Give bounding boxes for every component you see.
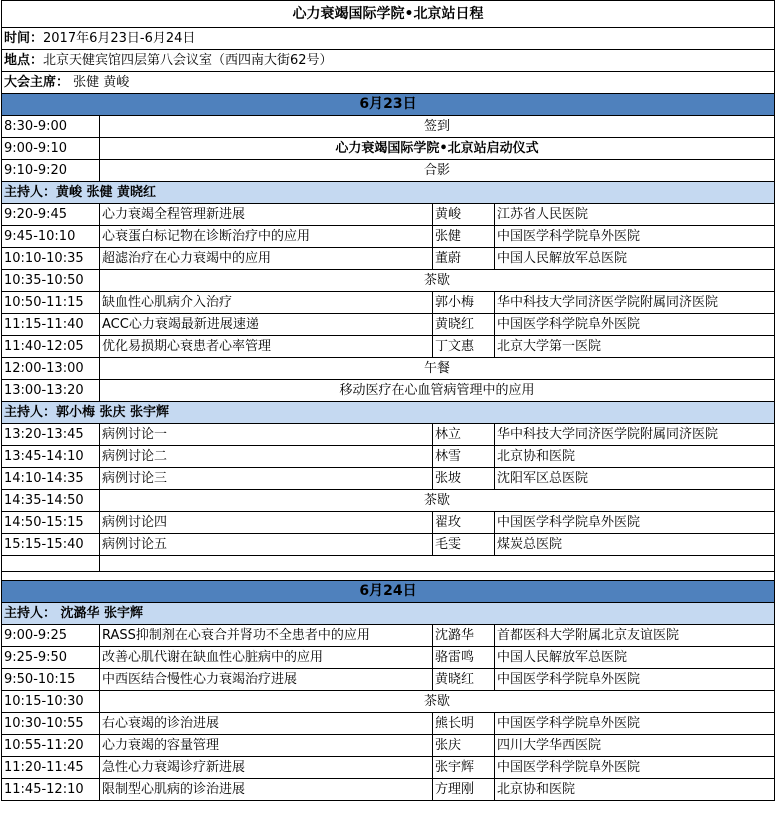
topic-cell: 病例讨论一 <box>100 424 433 446</box>
time-cell: 10:30-10:55 <box>2 713 100 735</box>
chair-label: 大会主席： <box>4 75 70 90</box>
speaker-cell: 郭小梅 <box>433 292 495 314</box>
time-cell: 12:00-13:00 <box>2 358 100 380</box>
hospital-cell: 中国医学科学院阜外医院 <box>495 226 775 248</box>
topic-cell: 心力衰竭全程管理新进展 <box>100 204 433 226</box>
event-cell: 签到 <box>100 116 775 138</box>
time-cell: 11:40-12:05 <box>2 336 100 358</box>
topic-cell: ACC心力衰竭最新进展速递 <box>100 314 433 336</box>
time-cell: 10:35-10:50 <box>2 270 100 292</box>
speaker-cell: 丁文惠 <box>433 336 495 358</box>
chair-row <box>2 72 775 94</box>
topic-cell: 缺血性心肌病介入治疗 <box>100 292 433 314</box>
hospital-cell: 煤炭总医院 <box>495 534 775 556</box>
time-cell: 14:10-14:35 <box>2 468 100 490</box>
time-cell: 11:15-11:40 <box>2 314 100 336</box>
time-cell: 13:00-13:20 <box>2 380 100 402</box>
time-cell: 13:45-14:10 <box>2 446 100 468</box>
speaker-cell: 黄晓红 <box>433 314 495 336</box>
time-cell: 9:00-9:25 <box>2 625 100 647</box>
hospital-cell: 中国医学科学院阜外医院 <box>495 512 775 534</box>
hospital-cell: 四川大学华西医院 <box>495 735 775 757</box>
talk-row <box>2 424 775 446</box>
talk-row <box>2 446 775 468</box>
day-header-row <box>2 581 775 603</box>
host-label: 主持人：黄峻 张健 黄晓红 <box>2 182 775 204</box>
hospital-cell: 中国人民解放军总医院 <box>495 248 775 270</box>
talk-row <box>2 669 775 691</box>
topic-cell: 急性心力衰竭诊疗新进展 <box>100 757 433 779</box>
time-cell: 9:45-10:10 <box>2 226 100 248</box>
event-row <box>2 116 775 138</box>
time-cell: 9:20-9:45 <box>2 204 100 226</box>
time-cell: 14:35-14:50 <box>2 490 100 512</box>
hospital-cell: 华中科技大学同济医学院附属同济医院 <box>495 424 775 446</box>
time-label: 时间： <box>4 31 44 46</box>
speaker-cell: 骆雷鸣 <box>433 647 495 669</box>
day-header: 6月24日 <box>2 581 775 603</box>
event-cell: 茶歇 <box>100 691 775 713</box>
time-row <box>2 28 775 50</box>
hospital-cell: 中国医学科学院阜外医院 <box>495 713 775 735</box>
talk-row <box>2 204 775 226</box>
topic-cell: 超滤治疗在心力衰竭中的应用 <box>100 248 433 270</box>
topic-cell: 优化易损期心衰患者心率管理 <box>100 336 433 358</box>
speaker-cell: 张庆 <box>433 735 495 757</box>
talk-row <box>2 534 775 556</box>
time-cell: 11:45-12:10 <box>2 779 100 801</box>
hospital-cell: 中国医学科学院阜外医院 <box>495 314 775 336</box>
topic-cell: 改善心肌代谢在缺血性心脏病中的应用 <box>100 647 433 669</box>
host-label: 主持人： 沈潞华 张宇辉 <box>2 603 775 625</box>
talk-row <box>2 757 775 779</box>
event-cell: 合影 <box>100 160 775 182</box>
chair-value: 张健 黄峻 <box>69 75 130 90</box>
time-cell: 10:50-11:15 <box>2 292 100 314</box>
talk-row <box>2 779 775 801</box>
spacer-cell <box>100 556 775 572</box>
hospital-cell: 北京大学第一医院 <box>495 336 775 358</box>
topic-cell: 心力衰竭的容量管理 <box>100 735 433 757</box>
event-row <box>2 270 775 292</box>
time-cell: 9:25-9:50 <box>2 647 100 669</box>
talk-row <box>2 713 775 735</box>
event-row <box>2 380 775 402</box>
day-header-row <box>2 94 775 116</box>
speaker-cell: 黄晓红 <box>433 669 495 691</box>
time-cell: 11:20-11:45 <box>2 757 100 779</box>
event-row <box>2 138 775 160</box>
topic-cell: RASS抑制剂在心衰合并肾功不全患者中的应用 <box>100 625 433 647</box>
topic-cell: 右心衰竭的诊治进展 <box>100 713 433 735</box>
talk-row <box>2 292 775 314</box>
hospital-cell: 北京协和医院 <box>495 779 775 801</box>
time-cell: 13:20-13:45 <box>2 424 100 446</box>
topic-cell: 限制型心肌病的诊治进展 <box>100 779 433 801</box>
event-row <box>2 691 775 713</box>
time-cell: 14:50-15:15 <box>2 512 100 534</box>
page-title: 心力衰竭国际学院•北京站日程 <box>2 1 775 28</box>
host-row <box>2 182 775 204</box>
hospital-cell: 北京协和医院 <box>495 446 775 468</box>
event-cell: 心力衰竭国际学院•北京站启动仪式 <box>100 138 775 160</box>
topic-cell: 病例讨论四 <box>100 512 433 534</box>
schedule-table <box>1 0 775 801</box>
host-row <box>2 603 775 625</box>
hospital-cell: 中国医学科学院阜外医院 <box>495 669 775 691</box>
talk-row <box>2 226 775 248</box>
speaker-cell: 翟玫 <box>433 512 495 534</box>
talk-row <box>2 647 775 669</box>
hospital-cell: 华中科技大学同济医学院附属同济医院 <box>495 292 775 314</box>
topic-cell: 病例讨论五 <box>100 534 433 556</box>
talk-row <box>2 625 775 647</box>
talk-row <box>2 735 775 757</box>
spacer-row <box>2 572 775 581</box>
speaker-cell: 张健 <box>433 226 495 248</box>
place-row <box>2 50 775 72</box>
speaker-cell: 方理刚 <box>433 779 495 801</box>
time-cell: 9:10-9:20 <box>2 160 100 182</box>
event-cell: 移动医疗在心血管病管理中的应用 <box>100 380 775 402</box>
host-row <box>2 402 775 424</box>
event-cell: 茶歇 <box>100 490 775 512</box>
day-header: 6月23日 <box>2 94 775 116</box>
talk-row <box>2 468 775 490</box>
speaker-cell: 张坡 <box>433 468 495 490</box>
topic-cell: 中西医结合慢性心力衰竭治疗进展 <box>100 669 433 691</box>
place-value: 北京天健宾馆四层第八会议室（西四南大街62号） <box>43 53 333 68</box>
speaker-cell: 林雪 <box>433 446 495 468</box>
spacer-cell <box>2 556 100 572</box>
speaker-cell: 张宇辉 <box>433 757 495 779</box>
speaker-cell: 沈潞华 <box>433 625 495 647</box>
speaker-cell: 熊长明 <box>433 713 495 735</box>
hospital-cell: 中国医学科学院阜外医院 <box>495 757 775 779</box>
time-cell: 15:15-15:40 <box>2 534 100 556</box>
event-row <box>2 490 775 512</box>
speaker-cell: 毛雯 <box>433 534 495 556</box>
hospital-cell: 中国人民解放军总医院 <box>495 647 775 669</box>
speaker-cell: 林立 <box>433 424 495 446</box>
talk-row <box>2 512 775 534</box>
spacer-row <box>2 556 775 572</box>
event-cell: 午餐 <box>100 358 775 380</box>
time-cell: 10:15-10:30 <box>2 691 100 713</box>
talk-row <box>2 248 775 270</box>
time-cell: 10:55-11:20 <box>2 735 100 757</box>
talk-row <box>2 336 775 358</box>
speaker-cell: 董蔚 <box>433 248 495 270</box>
time-cell: 8:30-9:00 <box>2 116 100 138</box>
time-cell: 9:50-10:15 <box>2 669 100 691</box>
hospital-cell: 江苏省人民医院 <box>495 204 775 226</box>
topic-cell: 心衰蛋白标记物在诊断治疗中的应用 <box>100 226 433 248</box>
hospital-cell: 首都医科大学附属北京友谊医院 <box>495 625 775 647</box>
time-cell: 10:10-10:35 <box>2 248 100 270</box>
speaker-cell: 黄峻 <box>433 204 495 226</box>
topic-cell: 病例讨论二 <box>100 446 433 468</box>
hospital-cell: 沈阳军区总医院 <box>495 468 775 490</box>
event-row <box>2 358 775 380</box>
spacer-cell <box>2 572 775 581</box>
talk-row <box>2 314 775 336</box>
title-row <box>2 1 775 28</box>
host-label: 主持人：郭小梅 张庆 张宇辉 <box>2 402 775 424</box>
place-label: 地点： <box>4 53 44 68</box>
time-cell: 9:00-9:10 <box>2 138 100 160</box>
event-cell: 茶歇 <box>100 270 775 292</box>
time-value: 2017年6月23日-6月24日 <box>43 31 196 46</box>
topic-cell: 病例讨论三 <box>100 468 433 490</box>
event-row <box>2 160 775 182</box>
